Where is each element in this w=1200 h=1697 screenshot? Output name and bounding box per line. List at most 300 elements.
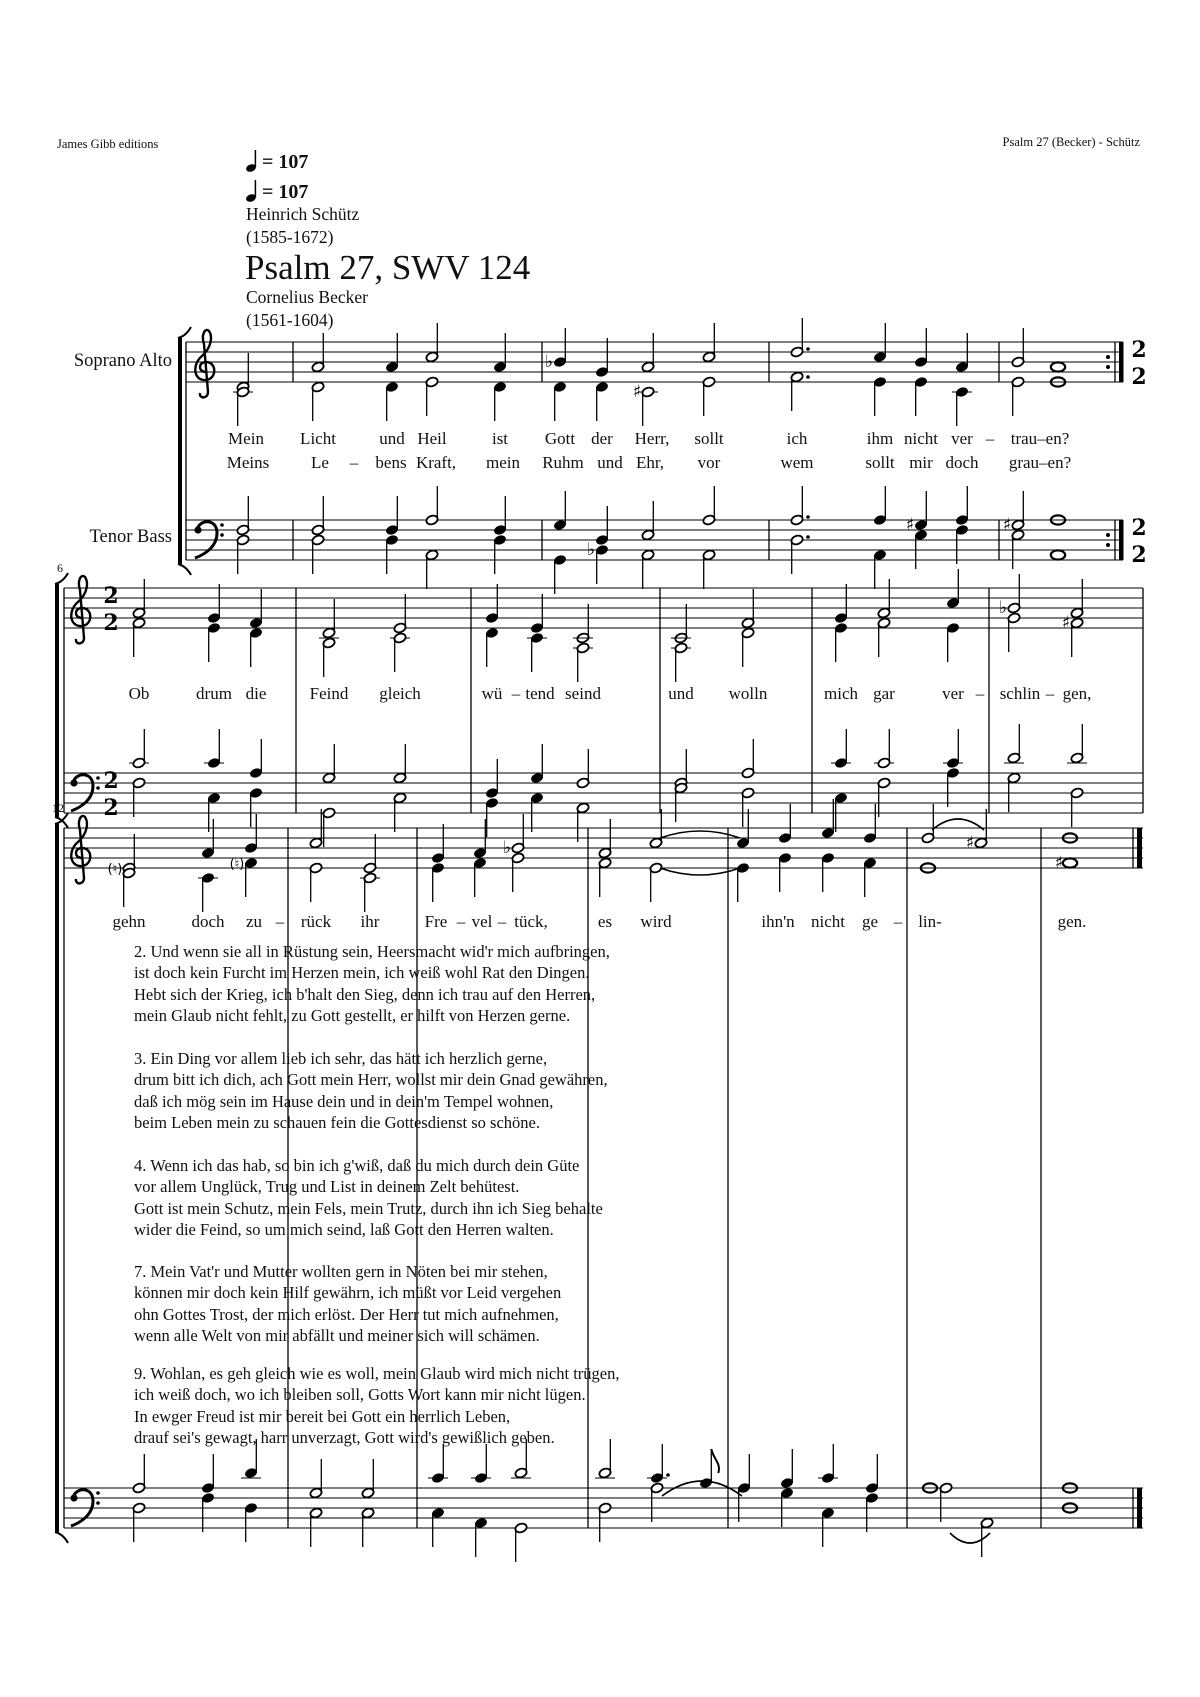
alto-note: [790, 371, 810, 411]
lyric-syllable: –: [497, 912, 507, 931]
lyric-syllable: und: [379, 429, 405, 448]
bass-note: [1011, 529, 1025, 569]
bass-clef-dot: [96, 1501, 100, 1505]
soprano-note: [431, 824, 445, 864]
lyric-syllable: wem: [780, 453, 814, 472]
soprano-note: [641, 333, 655, 373]
quarter-note-icon: [246, 180, 258, 202]
soprano-note: [778, 804, 792, 844]
soprano-note: [545, 328, 567, 372]
time-signature-num: 2: [1131, 515, 1147, 541]
lyric-syllable: –: [975, 684, 985, 703]
tenor-note: [647, 1444, 670, 1484]
soprano-note: [425, 323, 439, 363]
lyric-syllable: bens: [375, 453, 407, 472]
alto-note: [834, 622, 848, 662]
lyric-syllable: gleich: [379, 684, 421, 703]
tenor-note: [702, 486, 716, 526]
bass-note: [361, 1507, 375, 1547]
soprano-note: [821, 799, 835, 839]
tenor-note: [493, 496, 507, 536]
tenor-note: [874, 729, 894, 769]
alto-note: [553, 381, 567, 421]
lyric-syllable: Kraft,: [415, 453, 457, 472]
notehead-whole: [1063, 858, 1077, 867]
soprano-note: [201, 819, 215, 859]
lyric-syllable: drum: [196, 684, 232, 703]
soprano-note: [966, 809, 988, 853]
flat-icon: ♭: [998, 598, 1008, 618]
note-flag: [711, 1449, 719, 1473]
augmentation-dot: [806, 375, 810, 379]
lyric-syllable: zu: [245, 912, 263, 931]
alto-note: [485, 627, 499, 667]
bass-clef-dot: [96, 776, 100, 780]
running-title: Psalm 27 (Becker) - Schütz: [1002, 135, 1140, 149]
soprano-note: [485, 584, 499, 624]
tenor-note: [425, 486, 439, 526]
lyric-syllable: Ob: [128, 684, 150, 703]
lyric-syllable: tend: [525, 684, 555, 703]
lyric-syllable: Mein: [228, 429, 264, 448]
soprano-note: [385, 333, 399, 373]
soprano-note: [741, 589, 755, 629]
alto-note: [198, 872, 218, 912]
bass-note: [1070, 787, 1084, 827]
lyric-syllable: seind: [565, 684, 601, 703]
lyric-syllable: grau–en?: [1008, 453, 1072, 472]
augmentation-dot: [806, 347, 810, 351]
bass-note: [1051, 550, 1065, 559]
tenor-note: [201, 1454, 215, 1494]
soprano-note: [207, 584, 221, 624]
bass-clef-dot: [220, 533, 224, 537]
lyric-syllable: mein: [486, 453, 520, 472]
alto-note: [390, 632, 410, 672]
alto-note: [207, 622, 221, 662]
measure-number: 6: [57, 561, 63, 575]
alto-note: [249, 627, 263, 667]
bass-clef-dot: [194, 526, 201, 533]
lyric-syllable: vel: [471, 912, 493, 931]
soprano-note: [1011, 328, 1025, 368]
tenor-note: [249, 739, 263, 779]
system-bracket: [178, 338, 182, 564]
soprano-note: [955, 333, 969, 373]
alto-note: [595, 381, 609, 421]
soprano-note: [877, 579, 891, 619]
verse-line: ist doch kein Furcht im Herzen mein, ich weiß wohl Rat den Dingen.: [134, 963, 590, 983]
verse-line: vor allem Unglück, Trug und List in deinem Zelt behütest.: [134, 1177, 520, 1197]
tenor-note: [471, 1444, 491, 1484]
composer-dates: (1585-1672): [246, 227, 334, 247]
tenor-note: [1003, 491, 1025, 535]
soprano-note: [946, 569, 960, 609]
bass-note: [322, 807, 336, 847]
lyric-syllable: und: [668, 684, 694, 703]
verse-line: ich weiß doch, wo ich bleiben soll, Gotts Wort kann mir nicht lügen.: [134, 1385, 586, 1405]
tenor-note: [576, 749, 590, 789]
poet-dates: (1561-1604): [246, 310, 334, 330]
alto-note: [863, 857, 877, 897]
verse-line: drum bitt ich dich, ach Gott mein Herr, wollst mir dein Gnad gewähren,: [134, 1070, 608, 1090]
soprano-note: [834, 584, 848, 624]
tenor-note: [906, 491, 928, 535]
alto-note: [230, 857, 258, 897]
tempo-value: = 107: [262, 181, 309, 203]
bass-note: [821, 1507, 835, 1547]
bass-note: [201, 1492, 215, 1532]
lyric-syllable: vor: [697, 453, 721, 472]
soprano-note: [363, 834, 377, 874]
bass-note: [485, 797, 499, 837]
lyric-syllable: ge: [861, 912, 879, 931]
flat-icon: ♭: [502, 838, 512, 858]
alto-note: [873, 376, 887, 416]
alto-note: [122, 867, 136, 907]
bass-note: [946, 767, 960, 807]
alto-note: [319, 637, 339, 677]
lyric-syllable: gen,: [1062, 684, 1092, 703]
repeat-dot: [1106, 533, 1110, 537]
final-barline-thick: [1137, 1488, 1142, 1528]
tenor-note: [741, 739, 755, 779]
bass-note: [244, 1502, 258, 1542]
time-signature-num: 2: [103, 768, 119, 794]
tenor-note: [943, 729, 963, 769]
alto-note: [493, 381, 507, 421]
sharp-icon: ♯: [905, 515, 915, 535]
tenor-note: [236, 496, 250, 536]
flat-icon: ♭: [586, 540, 596, 560]
lyric-syllable: gehn: [112, 912, 146, 931]
lyric-syllable: trau–en?: [1010, 429, 1070, 448]
alto-note: [946, 622, 960, 662]
bass-note: [873, 549, 887, 589]
bass-note: [865, 1492, 879, 1532]
flat-icon: ♭: [544, 352, 554, 372]
soprano-note: [914, 328, 928, 368]
lyric-syllable: sollt: [865, 453, 895, 472]
time-signature-num: 2: [1131, 337, 1147, 363]
lyric-syllable: –: [275, 912, 285, 931]
verse-line: 9. Wohlan, es geh gleich wie es woll, mein Glaub wird mich nicht trügen,: [134, 1364, 620, 1383]
verse-line: ohn Gottes Trost, der mich erlöst. Der Herr tut mich aufnehmen,: [134, 1304, 559, 1324]
augmentation-dot: [806, 535, 810, 539]
bass-note: [236, 534, 250, 574]
staff-label-tenor-bass: Tenor Bass: [89, 527, 172, 547]
alto-note: [1011, 376, 1025, 416]
lyric-syllable: nicht: [811, 912, 845, 931]
bass-note: [493, 534, 507, 574]
lyric-syllable: Le: [311, 453, 329, 472]
tenor-note: [595, 1439, 615, 1479]
notehead-whole: [1051, 362, 1065, 371]
lyric-syllable: Fre: [424, 912, 448, 931]
alto-note: [360, 872, 380, 912]
lyric-syllable: Meins: [226, 453, 270, 472]
lyric-syllable: gen.: [1057, 912, 1087, 931]
sharp-icon: ♯: [632, 382, 642, 402]
augmentation-dot: [806, 515, 810, 519]
slur: [950, 1533, 990, 1543]
time-signature-den: 2: [103, 610, 119, 636]
soprano-note: [473, 819, 487, 859]
soprano-note: [1070, 579, 1084, 619]
sharp-icon: ♯: [965, 833, 975, 853]
alto-note: [598, 857, 612, 897]
lyric-syllable: Licht: [300, 429, 336, 448]
alto-note: [132, 617, 146, 657]
lyric-syllable: –: [893, 912, 903, 931]
time-signature-den: 2: [1131, 364, 1147, 390]
soprano-note: [873, 323, 887, 363]
soprano-note: [322, 599, 336, 639]
lyric-syllable: doch: [191, 912, 225, 931]
tenor-note: [309, 1459, 323, 1499]
alto-note: [527, 632, 547, 672]
soprano-note: [311, 333, 325, 373]
alto-note: [473, 857, 487, 897]
bass-note: [650, 1482, 664, 1522]
alto-note: [1055, 853, 1077, 873]
verse-line: 4. Wenn ich das hab, so bin ich g'wiß, daß du mich durch dein Güte: [134, 1156, 580, 1175]
tenor-note: [132, 1454, 146, 1494]
lyric-syllable: und: [597, 453, 623, 472]
soprano-note: [132, 579, 146, 619]
soprano-note: [309, 809, 323, 849]
bass-note: [385, 534, 399, 574]
lyric-syllable: ver: [951, 429, 973, 448]
lyric-syllable: ihn'n: [761, 912, 795, 931]
verse-line: daß ich mög sein im Hause dein und in dein'm Tempel wohnen,: [134, 1091, 554, 1111]
tenor-note: [1004, 724, 1024, 764]
alto-note: [385, 381, 399, 421]
soprano-note: [249, 589, 263, 629]
tenor-note: [595, 506, 609, 546]
verse-line: 3. Ein Ding vor allem lieb ich sehr, das hätt ich herzlich gerne,: [134, 1049, 548, 1068]
lyric-syllable: ver: [942, 684, 964, 703]
alto-note: [702, 376, 716, 416]
sharp-icon: ♯: [1054, 853, 1064, 873]
notehead-whole: [1051, 550, 1065, 559]
final-barline-thick: [1137, 828, 1142, 868]
bass-note: [877, 777, 891, 817]
bass-note: [780, 1487, 794, 1527]
bass-note: [641, 549, 655, 589]
time-signature-den: 2: [103, 795, 119, 821]
tenor-note: [831, 729, 851, 769]
repeat-dot: [1106, 543, 1110, 547]
lyric-syllable: Herr,: [634, 429, 670, 448]
tempo-value: = 107: [262, 151, 309, 173]
bass-clef-dot: [96, 786, 100, 790]
soprano-note: [649, 809, 663, 849]
soprano-note: [999, 574, 1021, 618]
treble-clef-icon: [71, 816, 90, 883]
soprano-note: [595, 338, 609, 378]
soprano-note: [503, 814, 525, 858]
tenor-note: [865, 1454, 879, 1494]
lyric-syllable: sollt: [694, 429, 724, 448]
bass-note: [425, 549, 439, 589]
tenor-note: [385, 496, 399, 536]
lyric-syllable: –: [985, 429, 995, 448]
repeat-dot: [1106, 365, 1110, 369]
lyric-syllable: Ehr,: [635, 453, 665, 472]
bass-note: [980, 1517, 994, 1557]
lyric-syllable: es: [597, 912, 613, 931]
bass-note: [132, 1502, 146, 1542]
lyric-syllable: rück: [300, 912, 332, 931]
lyric-syllable: –: [1045, 684, 1055, 703]
lyric-syllable: ihm: [866, 429, 894, 448]
lyric-syllable: ist: [491, 429, 509, 448]
alto-note: [877, 617, 891, 657]
alto-note: [741, 627, 755, 667]
bass-note: [939, 1482, 953, 1522]
bass-note: [311, 534, 325, 574]
lyric-syllable: mir: [909, 453, 933, 472]
poet-name: Cornelius Becker: [246, 287, 368, 307]
lyric-syllable: doch: [945, 453, 979, 472]
edition-label: James Gibb editions: [57, 137, 159, 151]
soprano-note: [393, 594, 407, 634]
lyric-syllable: ich: [786, 429, 808, 448]
alto-note: [511, 852, 525, 892]
alto-note: [914, 376, 928, 416]
lyric-syllable: mich: [824, 684, 858, 703]
bass-note: [393, 792, 407, 832]
lyric-syllable: wird: [640, 912, 672, 931]
tenor-note: [955, 486, 969, 526]
alto-note: [425, 376, 439, 416]
verse-line: In ewger Freud ist mir bereit bei Gott ein herrlich Leben,: [134, 1406, 511, 1426]
bass-clef-dot: [220, 523, 224, 527]
lyric-syllable: gar: [873, 684, 895, 703]
tenor-note: [780, 1449, 794, 1489]
tempo-marking: [246, 180, 308, 202]
system-bracket: [55, 824, 59, 1532]
sharp-icon: ♯: [1002, 515, 1012, 535]
soprano-note: [863, 804, 877, 844]
verse-line: drauf sei's gewagt, harr unverzagt, Gott wird's gewißlich geben.: [134, 1427, 555, 1447]
lyric-syllable: Gott: [544, 429, 576, 448]
bass-note: [737, 1482, 751, 1522]
bass-clef-dot: [96, 1491, 100, 1495]
tenor-note: [641, 501, 655, 541]
lyric-syllable: lin-: [918, 912, 942, 931]
verse-line: Hebt sich der Krieg, ich b'halt den Sieg, denn ich trau auf den Herren,: [134, 984, 596, 1004]
soprano-note: [921, 804, 935, 844]
soprano-note: [702, 323, 716, 363]
bass-note: [431, 1507, 445, 1547]
tenor-note: [204, 729, 224, 769]
tenor-note: [1067, 724, 1087, 764]
lyric-syllable: der: [591, 429, 613, 448]
verse-line: mein Glaub nicht fehlt, zu Gott gestellt, er hilft von Herzen gerne.: [134, 1005, 571, 1025]
verse-line: 7. Mein Vat'r und Mutter wollten gern in Nöten bei mir stehen,: [134, 1262, 548, 1281]
lyric-syllable: Heil: [417, 429, 447, 448]
repeat-barline-thick: [1119, 520, 1124, 560]
lyric-syllable: tück,: [514, 912, 548, 931]
alto-note: [233, 386, 253, 426]
treble-clef-icon: [195, 330, 214, 397]
alto-note: [633, 382, 658, 426]
tenor-note: [530, 744, 544, 784]
bass-note: [207, 792, 221, 832]
lyric-syllable: nicht: [904, 429, 938, 448]
quarter-note-icon: [246, 150, 258, 172]
measure-number: 12: [52, 801, 64, 815]
tenor-note: [873, 486, 887, 526]
tenor-note: [818, 1444, 838, 1484]
tenor-note: [485, 759, 499, 799]
bass-note: [702, 549, 716, 589]
lyric-syllable: –: [456, 912, 466, 931]
tenor-note: [322, 744, 336, 784]
natural-icon: (♮): [107, 862, 123, 877]
alto-note: [309, 862, 323, 902]
alto-note: [671, 638, 691, 682]
bass-note: [674, 782, 688, 822]
alto-note: [778, 852, 792, 892]
tenor-note: [393, 744, 407, 784]
verse-line: Gott ist mein Schutz, mein Fels, mein Trutz, durch ihn ich Sieg behalte: [134, 1198, 603, 1218]
repeat-dot: [1106, 355, 1110, 359]
augmentation-dot: [666, 1473, 670, 1477]
bass-note: [955, 524, 969, 564]
alto-note: [952, 386, 972, 426]
bracket-curl: [178, 564, 191, 575]
bass-note: [834, 792, 848, 832]
alto-note: [311, 381, 325, 421]
bass-note: [587, 540, 609, 584]
lyric-syllable: –: [349, 453, 359, 472]
bass-note: [1007, 772, 1021, 812]
bass-clef-dot: [70, 1494, 77, 1501]
bass-clef-dot: [70, 779, 77, 786]
tempo-marking: [246, 150, 308, 172]
treble-clef-icon: [71, 576, 90, 643]
time-signature-num: 2: [103, 583, 119, 609]
soprano-note: [530, 594, 544, 634]
verse-line: 2. Und wenn sie all in Rüstung sein, Heersmacht wid'r mich aufbringen,: [134, 942, 610, 961]
bracket-curl: [55, 1532, 68, 1543]
lyric-syllable: –: [511, 684, 521, 703]
verse-line: können mir doch kein Hilf gewährn, ich müßt vor Leid vergehen: [134, 1283, 562, 1303]
lyric-syllable: wü: [481, 684, 503, 703]
bass-note: [530, 792, 544, 832]
tenor-note: [361, 1459, 375, 1499]
soprano-note: [1051, 362, 1065, 371]
lyric-syllable: schlin: [999, 684, 1041, 703]
bass-note: [914, 529, 928, 569]
soprano-note: [493, 333, 507, 373]
alto-note: [431, 862, 445, 902]
bass-note: [309, 1507, 323, 1547]
composer-name: Heinrich Schütz: [246, 204, 360, 224]
repeat-barline-thick: [1119, 342, 1124, 382]
lyric-syllable: wolln: [728, 684, 768, 703]
bracket-curl: [178, 327, 191, 338]
tenor-note: [129, 729, 149, 769]
verse-line: beim Leben mein zu schauen fein die Gottesdienst so schöne.: [134, 1112, 540, 1132]
tenor-note: [553, 491, 567, 531]
soprano-note: [598, 819, 612, 859]
alto-note: [1062, 613, 1084, 657]
piece-title: Psalm 27, SWV 124: [245, 248, 531, 287]
